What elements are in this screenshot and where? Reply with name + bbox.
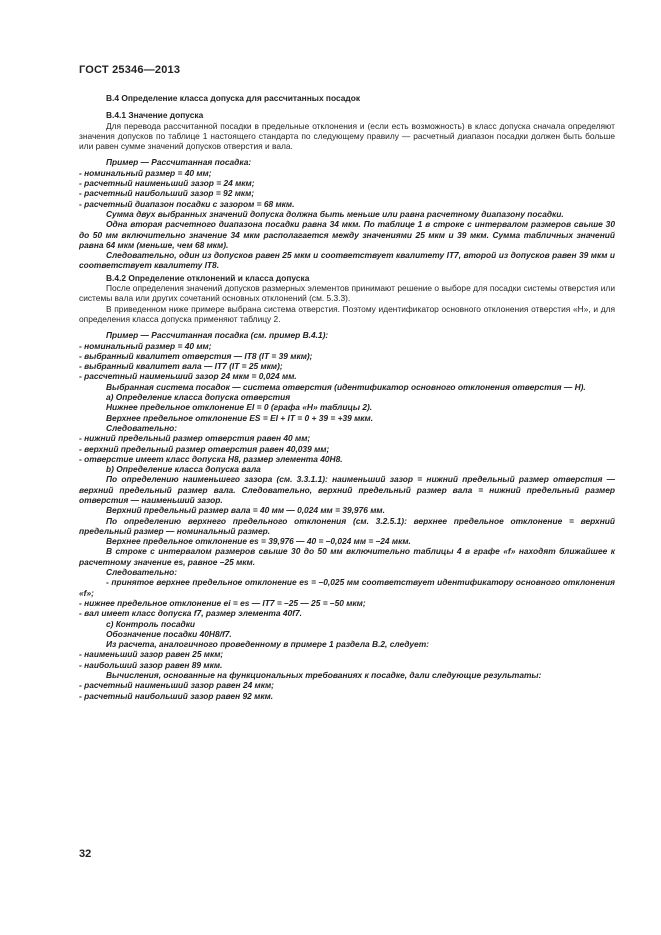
- example-line: Следовательно:: [106, 422, 178, 433]
- example-line: - наибольший зазор равен 89 мкм.: [79, 659, 223, 670]
- example-line: - нижний предельный размер отверстия равен 40 мм;: [79, 433, 311, 444]
- example-line: Обозначение посадки 40H8/f7.: [106, 628, 232, 639]
- example-line: - расчетный наименьший зазор равен 24 мкм;: [79, 680, 274, 691]
- example-line: с) Контроль посадки: [106, 618, 196, 629]
- example-line: Выбранная система посадок — система отверстия (идентификатор основного отклонения отверстия — H).: [106, 381, 586, 392]
- example-line: - рассчетный наименьший зазор 24 мкм = 0,024 мм.: [79, 371, 297, 382]
- example-line: Верхний предельный размер вала = 40 мм — 0,024 мм = 39,976 мм.: [106, 505, 385, 516]
- subsection-heading: В.4.2 Определение отклонений и класса допуска: [106, 272, 310, 283]
- paragraph: В приведенном ниже примере выбрана система отверстия. Поэтому идентификатор основного отклонения отверстия «H», и для определения класса допуска применяют таблицу 2.: [79, 303, 615, 324]
- section-heading: B.4 Определение класса допуска для рассчитанных посадок: [106, 93, 361, 103]
- example-line: - выбранный квалитет отверстия — IT8 (IT = 39 мкм);: [79, 350, 313, 361]
- example-line: - выбранный квалитет вала — IT7 (IT = 25 мкм);: [79, 361, 283, 372]
- example-line: - принятое верхнее предельное отклонение es = –0,025 мм соответствует идентификатору основного отклонения «f»;: [79, 577, 615, 598]
- example-line: Верхнее предельное отклонение es = 39,976 — 40 = –0,024 мм = –24 мкм.: [106, 536, 411, 547]
- example-line: Одна вторая расчетного диапазона посадки равна 34 мкм. По таблице 1 в строке с интервалом размеров свыше 30 до 50 мм включительно значение 34 мкм располагается между значениями 25 мкм и 39 мкм. Сумма табличных значений равна 64 мкм (меньше, чем 68 мкм).: [79, 219, 615, 250]
- example-line: Сумма двух выбранных значений допуска должна быть меньше или равна расчетному диапазону посадки.: [106, 208, 564, 219]
- example-line: Следовательно, один из допусков равен 25 мкм и соответствует квалитету IT7, второй из допусков равен 39 мкм и соответствует квалитету IT8.: [79, 250, 615, 271]
- example-line: По определению наименьшего зазора (см. 3.3.1.1): наименьший зазор = нижний предельный размер отверстия — верхний предельный размер вала. Следовательно, верхний предельный размер вала = нижний предельный размер отверстия — наименьший зазор.: [79, 474, 615, 505]
- example-line: - вал имеет класс допуска f7, размер элемента 40f7.: [79, 608, 302, 619]
- page-number: 32: [79, 848, 92, 860]
- example-line: - расчетный наименьший зазор = 24 мкм;: [79, 178, 255, 189]
- paragraph: Для перевода рассчитанной посадки в предельные отклонения и (если есть возможность) в класс допуска сначала определяют значения допусков по таблице 1 настоящего стандарта по следующему правилу — расчетный диапазон посадки должен быть больше или равен сумме значений допусков отверстия и вала.: [79, 120, 615, 152]
- example-line: Из расчета, аналогичного проведенному в примере 1 раздела В.2, следует:: [106, 639, 429, 650]
- example-line: - наименьший зазор равен 25 мкм;: [79, 649, 224, 660]
- page-content: [79, 93, 615, 701]
- example-line: Нижнее предельное отклонение EI = 0 (графа «H» таблицы 2).: [106, 402, 373, 413]
- example-line: - номинальный размер = 40 мм;: [79, 167, 212, 178]
- paragraph: После определения значений допусков размерных элементов принимают решение о выборе для посадки системы отверстия или системы вала или других сочетаний основных отклонений (см. 5.3.3).: [79, 283, 615, 304]
- example-line: По определению верхнего предельного отклонения (см. 3.2.5.1): верхнее предельное отклонение = верхний предельный размер — номинальный размер.: [79, 515, 615, 536]
- example-line: Пример — Рассчитанная посадка (см. пример В.4.1):: [106, 330, 329, 341]
- example-line: Следовательно:: [106, 567, 178, 578]
- example-line: Вычисления, основанные на функциональных требованиях к посадке, дали следующие результаты:: [106, 670, 542, 681]
- example-line: Пример — Рассчитанная посадка:: [106, 157, 252, 168]
- example-line: - отверстие имеет класс допуска H8, размер элемента 40H8.: [79, 453, 343, 464]
- example-line: b) Определение класса допуска вала: [106, 464, 261, 475]
- subsection-heading: В.4.1 Значение допуска: [106, 110, 204, 121]
- example-line: В строке с интервалом размеров свыше 30 до 50 мм включительно таблицы 4 в графе «f» находят ближайшее к расчетному значение es, равное –25 мкм.: [79, 546, 615, 567]
- example-line: - нижнее предельное отклонение ei = es — IT7 = –25 — 25 = –50 мкм;: [79, 597, 366, 608]
- example-line: - расчетный наибольший зазор = 92 мкм;: [79, 188, 255, 199]
- example-line: - верхний предельный размер отверстия равен 40,039 мм;: [79, 443, 330, 454]
- example-line: - расчетный наибольший зазор равен 92 мкм.: [79, 690, 274, 701]
- example-line: - расчетный диапазон посадки с зазором = 68 мкм.: [79, 198, 295, 209]
- document-header: ГОСТ 25346—2013: [79, 64, 181, 76]
- example-line: - номинальный размер = 40 мм;: [79, 340, 212, 351]
- example-line: Верхнее предельное отклонение ES = EI + IT = 0 + 39 = +39 мкм.: [106, 412, 374, 423]
- example-line: а) Определение класса допуска отверстия: [106, 392, 291, 403]
